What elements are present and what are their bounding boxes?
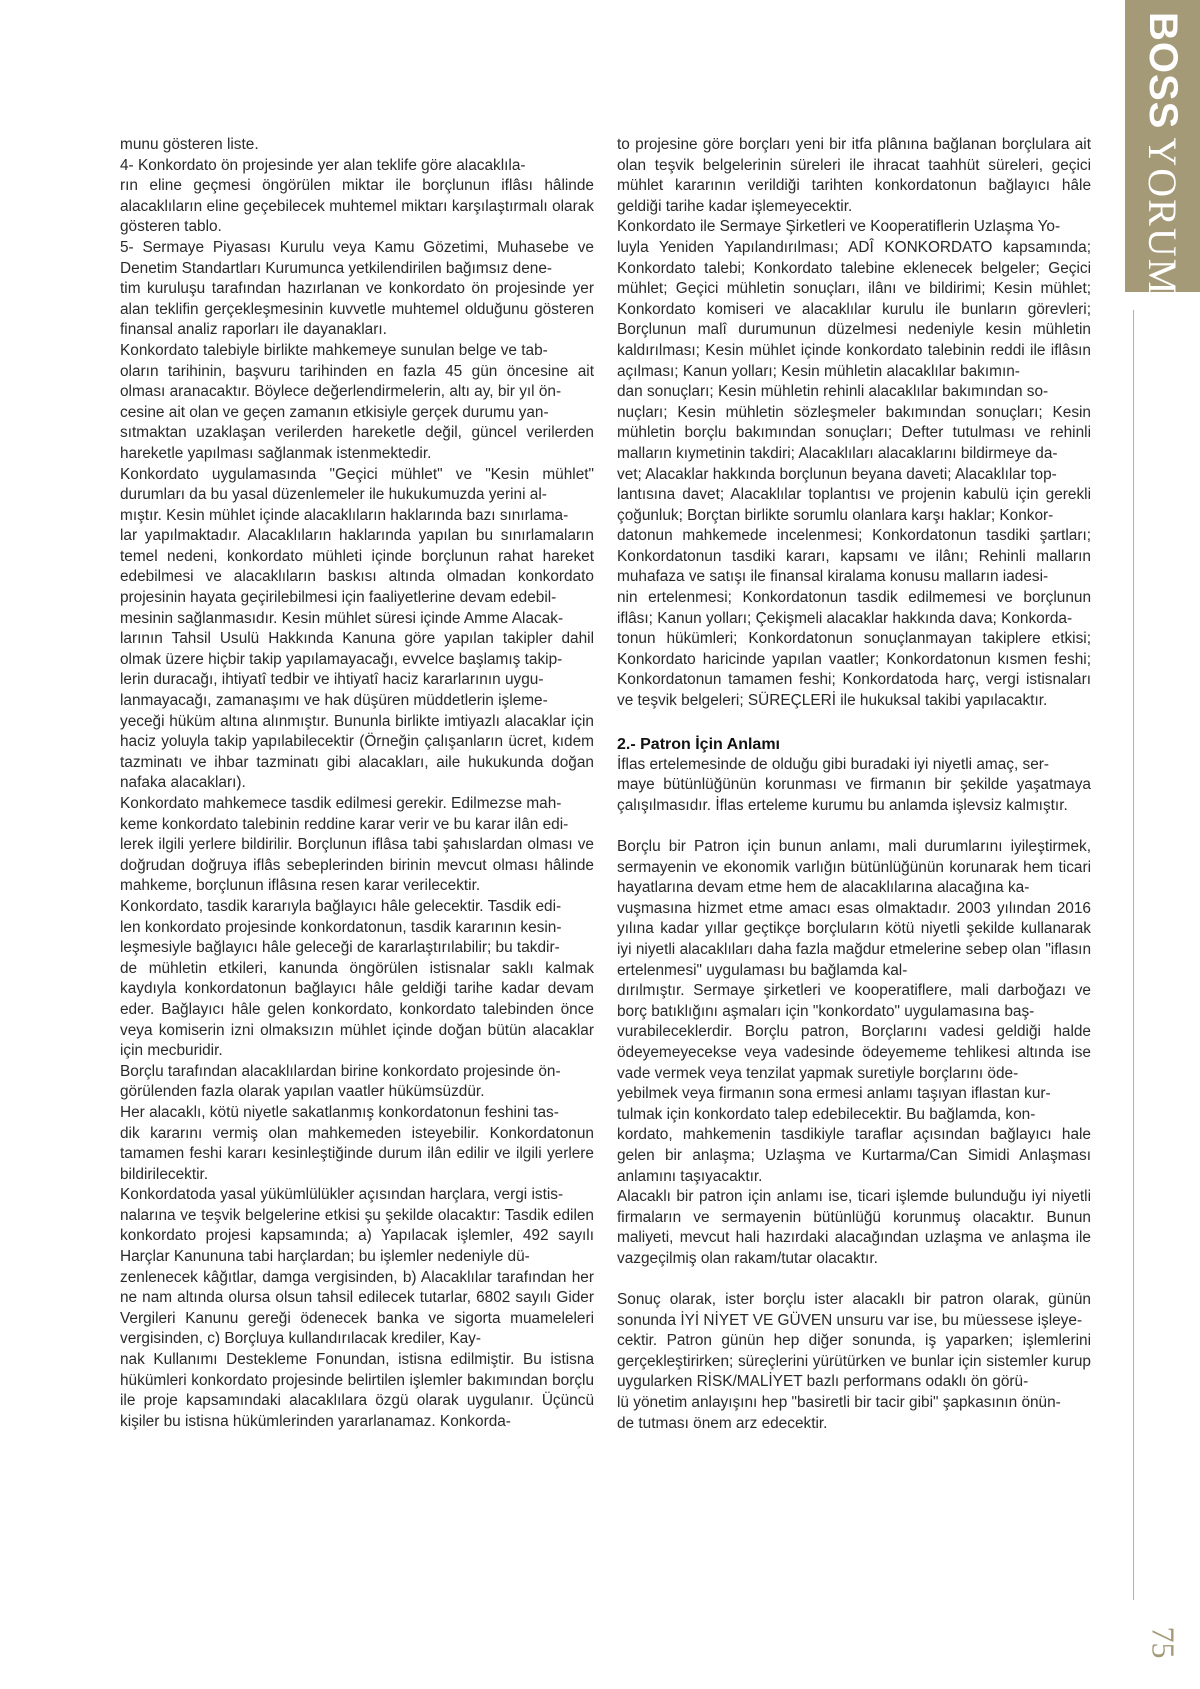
paragraph: munu gösteren liste. [120,136,259,153]
section-heading: 2.- Patron İçin Anlamı [617,735,780,753]
brand-logo [1125,0,1200,297]
brand-name-light: YORUM [1140,137,1185,297]
paragraph: Sonuç olarak, ister borçlu ister alacaklı bir patron olarak, günün sonunda İYİ NİYET VE GÜVEN unsuru var ise, bu müessese işleye- cektir. Patron günün hep diğer sonunda, iş yaparken; işlemlerini gerçekleştirirken; süreçlerini yürütürken ve bunlar için sistemler kurup uygularken RİSK/MALİYET bazlı performans odaklı ön görü- lü yönetim anlayışını hep "basiretli bir tacir gibi" şapkasının önün- de tutması önem arz edecektir. [617,1291,1091,1432]
brand-wordmark [1125,0,1200,297]
paragraph: Konkordatoda yasal yükümlülükler açısından harçlara, vergi istis- nalarına ve teşvik belgelerine etkisi şu şekilde olacaktır: Tasdik edilen konkordato projesi kapsamında; a) Yapılacak işlemler, 492 sayılı Harçlar Kanununa tabi harçlardan; bu işlemler nedeniyle dü- zenlenecek kâğıtlar, damga vergisinden, b) Alacaklılar tarafından her ne nam altında olursa olsun tahsil edilecek tutarlar, 6802 sayılı Gider Vergileri Kanunu gereği ödenecek banka ve sigorta muameleleri vergisinden, c) Borçluya kullandırılacak krediler, Kay- nak Kullanımı Destekleme Fonundan, istisna edilmiştir. Bu istisna hükümleri konkordato projesinde belirtilen işlemler bakımından borçlu ile proje kapsamındaki alacaklılara özgü olarak uygulanır. Üçüncü kişiler bu istisna hükümlerinden yararlanamaz. Konkorda- [120,1186,594,1430]
brand-name-bold: BOSS [1141,12,1185,130]
paragraph: Konkordato talebiyle birlikte mahkemeye sunulan belge ve tab- oların tarihinin, başvuru tarihinden en fazla 45 gün öncesine ait olması aranacaktır. Böylece değerlendirmelerin, altı ay, bir yıl ön- cesine ait olan ve geçen zamanın etkisiyle gerçek durumu yan- sıtmaktan uzaklaşan verilerden hareketle değil, güncel verilerden hareketle yapılması sağlanmak istenmektedir. [120,341,594,462]
paragraph: Borçlu bir Patron için bunun anlamı, mali durumlarını iyileştirmek, sermayenin ve ekonomik varlığın bütünlüğünün korunarak hem ticari hayatlarına devam etme hem de alacaklılarına alacağına ka- vuşmasına hizmet etme amacı esas olmaktadır. 2003 yılından 2016 yılına kadar yıllar geçtikçe borçluların kötü niyetli şekilde kullanarak iyi niyetli alacaklıları daha fazla mağdur etmelerine sebep olan "iflasın ertelenmesi" uygulaması bu bağlamda kal- dırılmıştır. Sermaye şirketleri ve kooperatiflere, mali darboğazı ve borç batıklığını aşmaları için "konkordato" uygulamasına baş- vurabileceklerdir. Borçlu patron, Borçlarını vadesi geldiği halde ödeyemeyecekse veya vadesinde ödeyememe tehlikesi altında ise vade vermek veya tenzilat yapmak suretiyle borçlarını öde- yebilmek veya firmanın sona ermesi anlamı taşıyan iflastan kur- tulmak için konkordato talep edebilecektir. Bu bağlamda, kon- kordato, mahkemenin tasdikiyle taraflar açısından bağlayıcı hale gelen bir anlaşma; Uzlaşma ve Kurtarma/Can Simidi Anlaşması anlamını taşıyacaktır. [617,838,1091,1185]
paragraph: Borçlu tarafından alacaklılardan birine konkordato projesinde ön- görülenden fazla olarak yapılan vaatler hükümsüzdür. [120,1062,561,1101]
paragraph: Konkordato ile Sermaye Şirketleri ve Kooperatiflerin Uzlaşma Yo- luyla Yeniden Yapılandırılması; ADÎ KONKORDATO kapsamında; Konkordato talebi; Konkordato talebine eklenecek belgeler; Geçici mühlet; Geçici mühletin sonuçları, ilânı ve bildirimi; Kesin mühlet; Konkordato komiseri ve alacaklılar kurulu ile bunların görevleri; Borçlunun malî durumunun düzelmesi nedeniyle kesin mühletin kaldırılması; Kesin mühlet içinde konkordato talebinin reddi ile iflâsın açılması; Kanun yolları; Kesin mühletin alacaklılar bakımın- dan sonuçları; Kesin mühletin rehinli alacaklılar bakımından so- nuçları; Kesin mühletin sözleşmeler bakımından sonuçları; Kesin mühletin borçlu bakımından sonuçları; Defter tutulması ve rehinli malların kıymetinin takdiri; Alacaklıları alacaklarını bildirmeye da- vet; Alacaklar hakkında borçlunun beyana daveti; Alacaklılar top- lantısına davet; Alacaklılar toplantısı ve projenin kabulü için gerekli çoğunluk; Borçtan birlikte sorumlu olanlara karşı haklar; Konkor- datonun mahkemede incelenmesi; Konkordatonun tasdiki şartları; Konkordatonun tasdiki kararı, kapsamı ve ilânı; Rehinli malların muhafaza ve satışı ile finansal kiralama konusu malların iadesi- nin ertelenmesi; Konkordatonun tasdik edilmemesi ve borçlunun iflâsı; Kanun yolları; Çekişmeli alacaklar hakkında dava; Konkorda- tonun hükümleri; Konkordatonun sonuçlanmayan takiplere etkisi; Konkordato haricinde yapılan vaatler; Konkordatonun kısmen feshi; Konkordatonun tamamen feshi; Konkordatoda harç, vergi istisnaları ve teşvik belgeleri; SÜREÇLERİ ile hukuksal takibi yapılacaktır. [617,218,1091,710]
left-text-column [120,135,594,1432]
paragraph: İflas ertelemesinde de olduğu gibi buradaki iyi niyetli amaç, ser- maye bütünlüğünün korunması ve firmanın bir şekilde yaşatmaya çalışılmasıdır. İflas erteleme kurumu bu anlamda işlevsiz kalmıştır. [617,755,1091,814]
page-number-text: 75 [1145,1626,1181,1658]
paragraph: 5- Sermaye Piyasası Kurulu veya Kamu Gözetimi, Muhasebe ve Denetim Standartları Kurumunca yetkilendirilen bağımsız dene- tim kuruluşu tarafından hazırlanan ve konkordato ön projesinde yer alan teklifin gerçekleşmesinin kuvvetle muhtemel olduğunu gösteren finansal analiz raporları ile dayanakları. [120,238,594,339]
paragraph: Konkordato, tasdik kararıyla bağlayıcı hâle gelecektir. Tasdik edi- len konkordato projesinde konkordatonun, tasdik kararının kesin- leşmesiyle bağlayıcı hâle geleceği de kararlaştırılabilir; bu takdir- de mühletin etkileri, kanunda öngörülen istisnalar saklı kalmak kaydıyla konkordatonun bağlayıcı hâle geldiği tarihe kadar devam eder. Bağlayıcı hâle gelen konkordato, konkordato talebinden önce veya komiserin izni olmaksızın mühlet içinde doğan bütün alacaklar için mecburidir. [120,897,594,1060]
right-text-column [617,135,1091,1434]
paragraph: Konkordato uygulamasında "Geçici mühlet" ve "Kesin mühlet" durumları da bu yasal düzenlemeler ile hukukumuzda yerini al- mıştır. Kesin mühlet içinde alacaklıların haklarında bazı sınırlama- lar yapılmaktadır. Alacaklıların haklarında yapılan bu sınırlamaların temel nedeni, konkordato mühleti içinde borçlunun rahat hareket edebilmesi ve alacaklıların baskısı altında olmadan konkordato projesinin hayata geçirilebilmesi için faaliyetlerine devam edebil- mesinin sağlanmasıdır. Kesin mühlet süresi içinde Amme Alacak- larının Tahsil Usulü Hakkında Kanuna göre yapılan takipler dahil olmak üzere hiçbir takip yapılamayacağı, evvelce başlamış takip- lerin duracağı, ihtiyatî tedbir ve ihtiyatî haciz kararlarının uygu- lanmayacağı, zamanaşımı ve hak düşüren müddetlerin işleme- yeceği hüküm altına alınmıştır. Bununla birlikte imtiyazlı alacaklar için haciz yoluyla takip yapılabilecektir (Örneğin çalışanların ücret, kıdem tazminatı ve ihbar tazminatı gibi alacakları, aile hukukunda doğan nafaka alacakları). [120,465,594,792]
paragraph: 4- Konkordato ön projesinde yer alan teklife göre alacaklıla- rın eline geçmesi öngörülen miktar ile borçlunun iflâsı hâlinde alacaklıların eline geçebilecek muhtemel miktarı karşılaştırmalı olarak gösteren tablo. [120,156,594,236]
paragraph: Her alacaklı, kötü niyetle sakatlanmış konkordatonun feshini tas- dik kararını vermiş olan mahkemeden isteyebilir. Konkordatonun tamamen feshi kararı kesinleştiğinde durum ilân edilir ve ilgili yerlere bildirilecektir. [120,1103,594,1183]
page-number [1125,1612,1200,1672]
paragraph: Alacaklı bir patron için anlamı ise, ticari işlemde bulunduğu iyi niyetli firmaların ve sermayenin bütünlüğü korunmuş olacaktır. Bunun maliyeti, mevcut hali hazırdaki alacağından uzlaşma ve anlaşma ile vazgeçilmiş olan rakam/tutar olacaktır. [617,1188,1091,1267]
brand-strip [1125,0,1200,1689]
paragraph: Konkordato mahkemece tasdik edilmesi gerekir. Edilmezse mah- keme konkordato talebinin reddine karar verir ve bu karar ilân edi- lerek ilgili yerlere bildirilir. Borçlunun iflâsa tabi şahıslardan olması ve doğrudan doğruya iflâs sebeplerinden birinin mevcut olması hâlinde mahkeme, borçlunun iflâsına resen karar verilecektir. [120,795,594,895]
vertical-divider [1133,310,1134,1600]
paragraph: to projesine göre borçları yeni bir itfa plânına bağlanan borçlulara ait olan teşvik belgelerinin süreleri ile ihracat taahhüt süreleri, geçici mühlet kararının verildiği tarihten konkordatonun bağlayıcı hâle geldiği tarihe kadar işlemeyecektir. [617,136,1091,215]
